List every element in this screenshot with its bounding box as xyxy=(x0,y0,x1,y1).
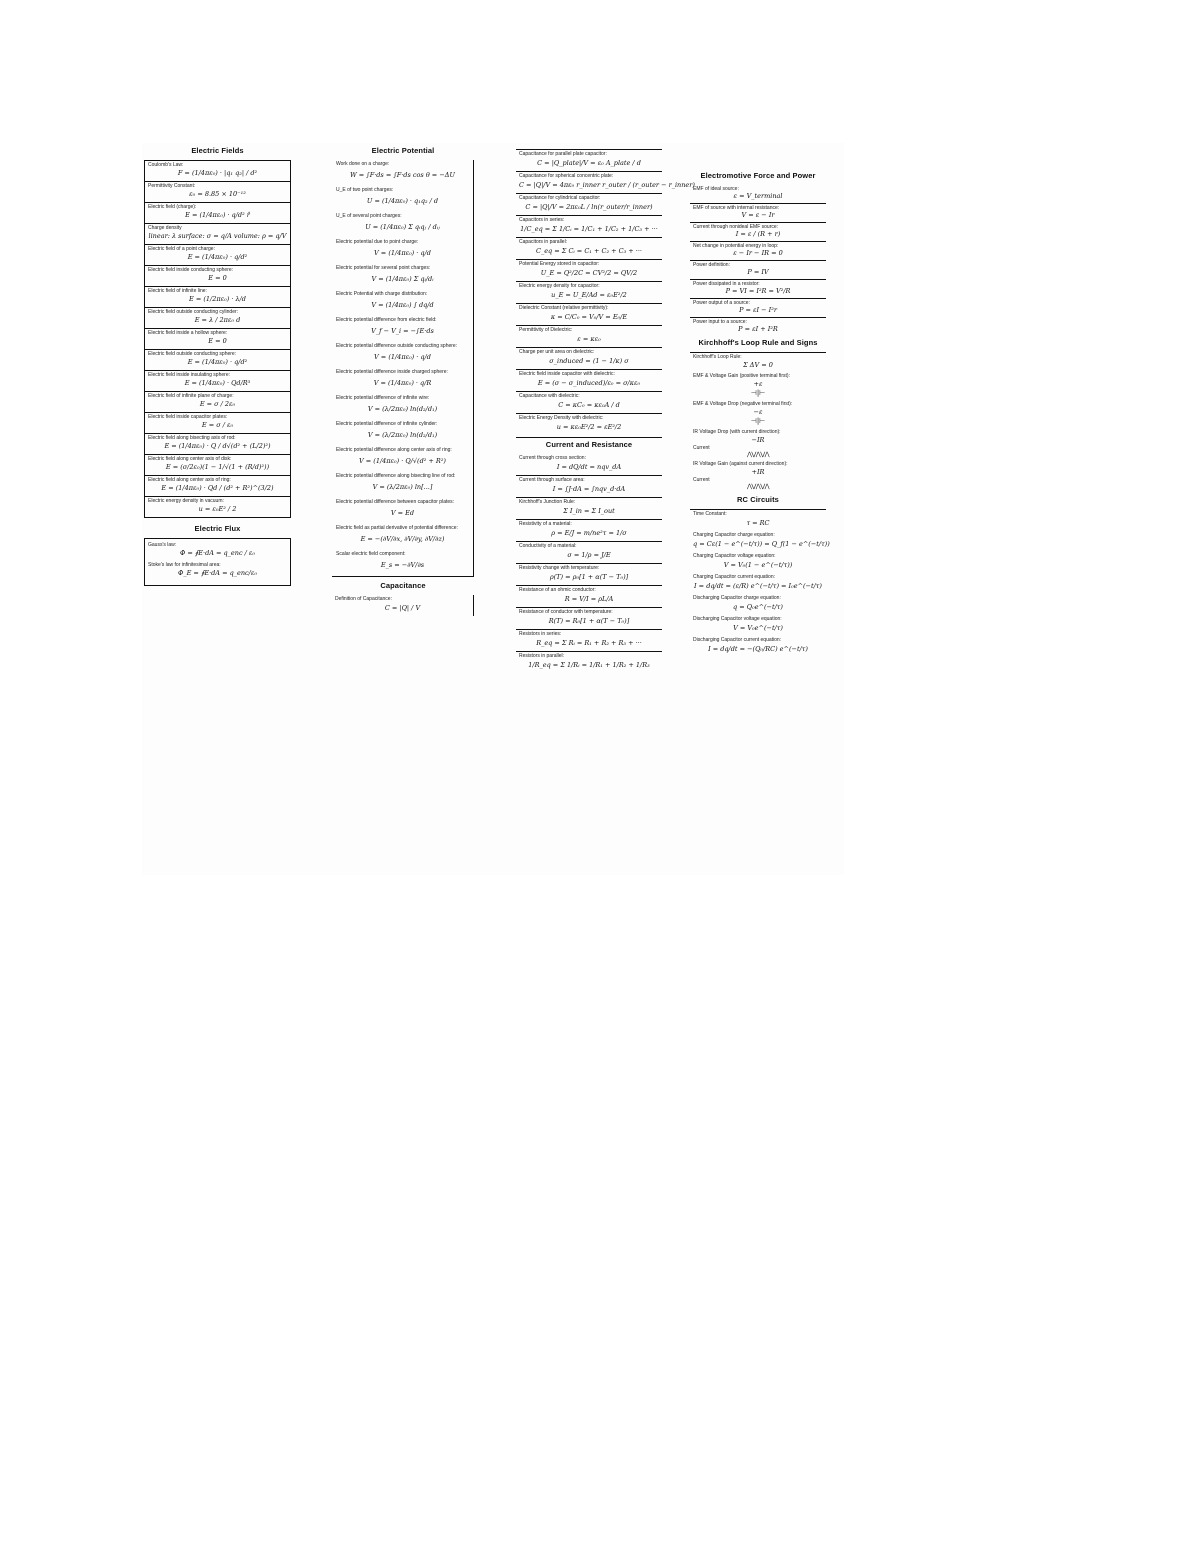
formula-equation: V = (1/4πε₀) · q/R xyxy=(373,379,432,387)
capacitance-section xyxy=(516,325,662,347)
formula-equation: W = ∫F·ds = ∫F·ds cos θ = −ΔU xyxy=(350,171,455,179)
rc-circuits-list xyxy=(690,509,830,657)
formula-label: EMF & Voltage Drop (negative terminal first): xyxy=(693,401,793,407)
formula-equation: q = Q₀e^(−t/τ) xyxy=(733,603,783,611)
formula-label: Electric energy density in vacuum: xyxy=(148,498,224,504)
formula-equation: E = (1/4πε₀) · Qd / (d² + R²)^(3/2) xyxy=(161,484,274,492)
formula-label: Capacitance for parallel plate capacitor: xyxy=(519,151,607,157)
capacitance-def-section xyxy=(332,595,473,616)
formula-equation: C = κC₀ = κε₀A / d xyxy=(558,401,620,409)
formula-label: Electric field outside conducting cylinder: xyxy=(148,309,239,315)
formula-label: Electric field inside a hollow sphere: xyxy=(148,330,228,336)
formula-equation: Φ_E = ∮E·dA = q_enc/ε₀ xyxy=(178,569,257,577)
formula-label: Power output of a source: xyxy=(693,300,750,306)
formula-equation: E = (σ/2ε₀)(1 − 1/√(1 + (R/d)²)) xyxy=(165,463,270,471)
formula-label: Electric field (charge): xyxy=(148,204,197,210)
formula-equation: E_s = −∂V/∂s xyxy=(380,561,425,569)
emf-power-section xyxy=(690,222,826,241)
formula-label: IR Voltage Gain (against current direction): xyxy=(693,461,788,467)
current-arrow-label: Current xyxy=(693,477,710,483)
formula-label: Electric field of a point charge: xyxy=(148,246,215,252)
current-resistance-section xyxy=(516,475,662,497)
formula-label: Gauss's law: xyxy=(148,542,177,548)
formula-equation: V = (1/4πε₀) · Q/√(d² + R²) xyxy=(359,457,446,465)
electric-potential-section xyxy=(332,160,473,186)
formula-equation: κ = C/C₀ = V₀/V = E₀/E xyxy=(550,313,628,321)
formula-label: Charge per unit area on dielectric: xyxy=(519,349,595,355)
electric-field-section xyxy=(145,161,290,181)
formula-label: Capacitors in parallel: xyxy=(519,239,568,245)
capacitance-definition xyxy=(332,595,474,616)
formula-equation: u_E = U_E/Ad = ε₀E²/2 xyxy=(551,291,627,299)
electric-flux-section xyxy=(145,561,290,581)
current-resistance-section xyxy=(516,563,662,585)
formula-equation: −ε xyxy=(753,408,763,416)
formula-equation: linear: λ surface: σ = q/A volume: ρ = q/V xyxy=(148,232,287,240)
kirchhoff-list xyxy=(690,352,826,492)
formula-equation: P = IV xyxy=(747,268,769,276)
formula-label: Conductivity of a material: xyxy=(519,543,577,549)
formula-label: Electric field along center axis of ring: xyxy=(148,477,231,483)
formula-label: Electric field inside capacitor plates: xyxy=(148,414,228,420)
formula-label: Resistance of an ohmic conductor: xyxy=(519,587,596,593)
formula-equation: C_eq = Σ Cᵢ = C₁ + C₂ + C₃ + ··· xyxy=(535,247,642,255)
formula-label: Electric field along center axis of disk: xyxy=(148,456,232,462)
formula-equation: R = V/I = ρL/A xyxy=(564,595,614,603)
formula-equation: +IR xyxy=(751,468,765,476)
heading-kirchhoff-loop: Kirchhoff's Loop Rule and Signs xyxy=(698,338,818,347)
formula-label: Potential Energy stored in capacitor: xyxy=(519,261,600,267)
electric-potential-section xyxy=(332,212,473,238)
formula-label: Power definition: xyxy=(693,262,730,268)
current-resistance-section xyxy=(516,629,662,651)
formula-equation: U_E = Q²/2C = CV²/2 = QV/2 xyxy=(540,269,638,277)
electric-field-section xyxy=(145,454,290,475)
formula-label: Electric Energy Density with dielectric: xyxy=(519,415,604,421)
formula-equation: V = Ed xyxy=(390,509,415,517)
current-resistance-section xyxy=(516,585,662,607)
electric-field-section xyxy=(145,475,290,496)
formula-equation: I = dq/dt = −(Q₀/RC) e^(−t/τ) xyxy=(708,645,808,653)
formula-equation: +ε xyxy=(753,380,763,388)
formula-label: Discharging Capacitor voltage equation: xyxy=(693,616,782,622)
capacitance-section xyxy=(516,193,662,215)
formula-label: Charge density xyxy=(148,225,182,231)
formula-label: Current through surface area: xyxy=(519,477,585,483)
column-electric-fields xyxy=(144,143,291,586)
formula-label: EMF of ideal source: xyxy=(693,186,739,192)
emf-power-section xyxy=(690,203,826,222)
formula-label: Electric potential difference inside charged sphere: xyxy=(336,369,448,375)
formula-label: Electric potential difference along bisecting line of rod: xyxy=(336,473,456,479)
formula-equation: E = σ / 2ε₀ xyxy=(199,400,236,408)
heading-electric-potential: Electric Potential xyxy=(371,146,435,155)
capacitance-section xyxy=(516,171,695,193)
formula-equation: U = (1/4πε₀) Σ qᵢqⱼ / dᵢⱼ xyxy=(365,223,440,231)
formula-label: Electric field of infinite line: xyxy=(148,288,207,294)
capacitance-section xyxy=(516,150,662,171)
capacitance-section xyxy=(516,215,662,237)
formula-equation: σ = 1/ρ = J/E xyxy=(567,551,611,559)
formula-label: Net change in potential energy in loop: xyxy=(693,243,779,249)
formula-label: Capacitance for spherical concentric plate: xyxy=(519,173,614,179)
formula-equation: E = (1/4πε₀) · Qd/R³ xyxy=(184,379,251,387)
heading-capacitance: Capacitance xyxy=(380,581,426,590)
electric-field-section xyxy=(145,349,290,370)
capacitance-section xyxy=(516,237,662,259)
formula-equation: E = (1/4πε₀) · q/d² xyxy=(187,358,248,366)
formula-equation: V = (1/4πε₀) Σ qᵢ/dᵢ xyxy=(371,275,434,283)
formula-label: Discharging Capacitor charge equation: xyxy=(693,595,781,601)
formula-equation: u = ε₀E² / 2 xyxy=(198,505,237,513)
formula-equation: E = (1/4πε₀) · q/d² xyxy=(187,253,248,261)
formula-equation: E = σ / ε₀ xyxy=(201,421,234,429)
current-resistance-section xyxy=(516,541,662,563)
formula-equation: R_eq = Σ Rᵢ = R₁ + R₂ + R₃ + ··· xyxy=(536,639,642,647)
rc-circuit-section xyxy=(690,510,826,531)
emf-power-section xyxy=(690,241,826,260)
electric-potential-section xyxy=(332,342,473,368)
formula-equation: V = (λ/2πε₀) ln(d₂/d₁) xyxy=(367,405,438,413)
formula-label: Electric potential due to point charge: xyxy=(336,239,419,245)
electric-field-section xyxy=(145,391,290,412)
electric-field-section xyxy=(145,286,290,307)
formula-equation: ε − Ir − IR = 0 xyxy=(733,249,783,257)
electric-field-section xyxy=(145,370,290,391)
emf-power-section xyxy=(690,185,826,203)
capacitance-section xyxy=(516,391,662,413)
formula-equation: ε = κε₀ xyxy=(577,335,601,343)
formula-equation: E = −(∂V/∂x, ∂V/∂y, ∂V/∂z) xyxy=(360,535,445,543)
current-arrow-label: Current xyxy=(693,445,710,451)
rc-circuit-section xyxy=(690,615,826,636)
heading-electric-flux: Electric Flux xyxy=(194,524,241,533)
capacitance-section xyxy=(516,369,662,391)
electric-potential-section xyxy=(332,238,473,264)
formula-label: Dielectric Constant (relative permittivity): xyxy=(519,305,609,311)
formula-equation: C = |Q_plate|/V = ε₀ A_plate / d xyxy=(537,159,641,167)
formula-label: Electric potential difference from electric field: xyxy=(336,317,437,323)
formula-equation: E = 0 xyxy=(208,337,227,345)
formula-equation: F = (1/4πε₀) · |q₁ q₂| / d² xyxy=(177,169,258,177)
formula-label: U_E of two point charges: xyxy=(336,187,394,193)
rc-circuit-section xyxy=(690,531,830,552)
formula-label: Electric Potential with charge distribution: xyxy=(336,291,428,297)
heading-electric-fields: Electric Fields xyxy=(191,146,244,155)
capacitance-section xyxy=(516,347,662,369)
formula-equation: u = κε₀E²/2 = εE²/2 xyxy=(556,423,622,431)
formula-equation: I = dQ/dt = nqv_dA xyxy=(556,463,622,471)
formula-equation: V = ε − Ir xyxy=(741,211,775,219)
column-emf-rc xyxy=(690,143,830,657)
electric-field-section xyxy=(145,412,290,433)
formula-label: U_E of several point charges: xyxy=(336,213,402,219)
formula-label: Charging Capacitor current equation: xyxy=(693,574,775,580)
formula-label: Electric field inside capacitor with dielectric: xyxy=(519,371,615,377)
formula-label: Stoke's law for infinitesimal area: xyxy=(148,562,221,568)
formula-equation: R(T) = R₀[1 + α(T − T₀)] xyxy=(548,617,630,625)
formula-label: Power dissipated in a resistor: xyxy=(693,281,760,287)
formula-label: Work done on a charge: xyxy=(336,161,390,167)
formula-label: Electric potential for several point charges: xyxy=(336,265,431,271)
formula-label: Power input to a source: xyxy=(693,319,747,325)
emf-power-list xyxy=(690,185,826,336)
formula-equation: C = |Q| / V xyxy=(384,604,421,612)
formula-equation: C = |Q|/V = 2πε₀L / ln(r_outer/r_inner) xyxy=(525,203,653,211)
formula-label: Kirchhoff's Junction Rule: xyxy=(519,499,576,505)
electric-potential-section xyxy=(332,550,473,576)
electric-field-section xyxy=(145,202,290,223)
electric-potential-section xyxy=(332,368,473,394)
formula-label: Current through nonideal EMF source: xyxy=(693,224,779,230)
formula-equation: V_f − V_i = −∫E·ds xyxy=(371,327,434,335)
current-resistance-list xyxy=(516,454,662,673)
formula-equation: Σ I_in = Σ I_out xyxy=(563,507,615,515)
formula-equation: −IR xyxy=(751,436,765,444)
electric-field-section xyxy=(145,181,290,202)
capacitance-section xyxy=(516,303,662,325)
formula-equation: Σ ΔV = 0 xyxy=(743,361,773,369)
rc-circuit-section xyxy=(690,636,826,657)
electric-field-section xyxy=(145,265,290,286)
formula-label: Discharging Capacitor current equation: xyxy=(693,637,782,643)
electric-potential-section xyxy=(332,446,473,472)
electric-potential-section xyxy=(332,264,473,290)
emf-power-section xyxy=(690,260,826,279)
resistor-icon: ⋀⋁⋀⋁⋀ xyxy=(746,451,770,458)
electric-field-section xyxy=(145,496,290,517)
electric-fields-box xyxy=(144,160,291,518)
formula-label: Charging Capacitor voltage equation: xyxy=(693,553,776,559)
electric-potential-section xyxy=(332,316,473,342)
formula-equation: E = λ / 2πε₀ d xyxy=(194,316,241,324)
formula-equation: P = VI = I²R = V²/R xyxy=(725,287,791,295)
rc-circuit-section xyxy=(690,552,826,573)
kirchhoff-section xyxy=(690,353,826,372)
formula-label: Electric field of infinite plane of charge: xyxy=(148,393,234,399)
formula-label: Electric potential difference of infinite cylinder: xyxy=(336,421,438,427)
kirchhoff-section xyxy=(690,428,826,460)
formula-label: IR Voltage Drop (with current direction): xyxy=(693,429,781,435)
electric-field-section xyxy=(145,244,290,265)
formula-equation: E = (1/2πε₀) · λ/d xyxy=(189,295,246,303)
current-resistance-section xyxy=(516,497,662,519)
formula-sheet xyxy=(142,143,844,875)
formula-label: Permittivity of Dielectric: xyxy=(519,327,573,333)
electric-flux-box xyxy=(144,538,291,586)
formula-label: Resistivity change with temperature: xyxy=(519,565,600,571)
electric-potential-section xyxy=(332,394,473,420)
formula-equation: P = εI − I²r xyxy=(739,306,777,314)
electric-potential-section xyxy=(332,472,473,498)
formula-label: Capacitance with dielectric: xyxy=(519,393,580,399)
kirchhoff-section xyxy=(690,372,826,400)
formula-label: Coulomb's Law: xyxy=(148,162,184,168)
formula-equation: ρ(T) = ρ₀[1 + α(T − T₀)] xyxy=(549,573,629,581)
heading-current-resistance: Current and Resistance xyxy=(516,437,662,449)
formula-label: Resistors in parallel: xyxy=(519,653,565,659)
electric-potential-list xyxy=(332,160,474,577)
formula-label: Capacitors in series: xyxy=(519,217,565,223)
emf-power-section xyxy=(690,298,826,317)
formula-label: Electric energy density for capacitor: xyxy=(519,283,600,289)
formula-equation: τ = RC xyxy=(746,519,770,527)
formula-label: Resistivity of a material: xyxy=(519,521,572,527)
column-electric-potential xyxy=(332,143,474,616)
capacitance-section xyxy=(516,281,662,303)
rc-circuit-section xyxy=(690,594,826,615)
column-capacitance-current xyxy=(516,143,695,673)
current-resistance-section xyxy=(516,519,662,541)
emf-power-section xyxy=(690,317,826,336)
formula-label: Electric field along bisecting axis of rod: xyxy=(148,435,236,441)
formula-equation: V = (1/4πε₀) · q/d xyxy=(374,249,431,257)
formula-label: EMF & Voltage Gain (positive terminal first): xyxy=(693,373,790,379)
current-resistance-section xyxy=(516,607,662,629)
electric-field-section xyxy=(145,223,290,244)
battery-icon: ⊣|⊢ xyxy=(750,417,766,425)
electric-potential-section xyxy=(332,420,473,446)
formula-label: Electric field inside conducting sphere: xyxy=(148,267,234,273)
formula-label: Permittivity Constant: xyxy=(148,183,196,189)
formula-equation: 1/R_eq = Σ 1/Rᵢ = 1/R₁ + 1/R₂ + 1/R₃ xyxy=(528,661,650,669)
heading-emf-power: Electromotive Force and Power xyxy=(700,171,816,180)
formula-label: Kirchhoff's Loop Rule: xyxy=(693,354,742,360)
formula-label: Charging Capacitor charge equation: xyxy=(693,532,775,538)
formula-equation: P = εI + I²R xyxy=(738,325,778,333)
formula-equation: C = |Q|/V = 4πε₀ r_inner r_outer / (r_outer − r_inner) xyxy=(519,181,695,189)
formula-label: Definition of Capacitance: xyxy=(335,596,392,602)
current-resistance-section xyxy=(516,651,662,673)
formula-equation: V = (λ/2πε₀) ln(d₂/d₁) xyxy=(367,431,438,439)
battery-icon: ⊣|⊢ xyxy=(750,389,766,397)
formula-equation: U = (1/4πε₀) · q₁q₂ / d xyxy=(366,197,439,205)
capacitance-section xyxy=(516,259,662,281)
formula-equation: V = V₀(1 − e^(−t/τ)) xyxy=(723,561,793,569)
capacitance-section xyxy=(516,413,662,435)
formula-label: Current through cross section: xyxy=(519,455,586,461)
heading-rc-circuits: RC Circuits xyxy=(737,495,779,504)
formula-label: Electric field inside insulating sphere: xyxy=(148,372,230,378)
formula-label: Electric potential difference between capacitor plates: xyxy=(336,499,455,505)
electric-potential-section xyxy=(332,186,473,212)
electric-field-section xyxy=(145,328,290,349)
formula-equation: 1/C_eq = Σ 1/Cᵢ = 1/C₁ + 1/C₂ + 1/C₃ + ··· xyxy=(520,225,658,233)
electric-field-section xyxy=(145,307,290,328)
current-resistance-section xyxy=(516,454,662,475)
electric-flux-section xyxy=(145,541,290,561)
formula-equation: q = Cε(1 − e^(−t/τ)) = Q_f(1 − e^(−t/τ)) xyxy=(693,540,830,548)
formula-equation: E = 0 xyxy=(208,274,227,282)
resistor-icon: ⋀⋁⋀⋁⋀ xyxy=(746,483,770,490)
formula-label: Resistance of conductor with temperature: xyxy=(519,609,613,615)
formula-equation: V = (1/4πε₀) ∫ dq/d xyxy=(371,301,434,309)
formula-equation: V = V₀e^(−t/τ) xyxy=(733,624,783,632)
formula-label: Electric potential difference of infinite wire: xyxy=(336,395,430,401)
formula-equation: I = ∫J·dA = ∫nqv_d·dA xyxy=(552,485,626,493)
formula-equation: ρ = E/J = m/ne²τ = 1/σ xyxy=(551,529,627,537)
electric-potential-section xyxy=(332,290,473,316)
emf-power-section xyxy=(690,279,826,298)
formula-equation: E = (1/4πε₀) · Q / d√(d² + (L/2)²) xyxy=(164,442,271,450)
formula-equation: ε = V_terminal xyxy=(733,192,783,200)
formula-label: EMF of source with internal resistance: xyxy=(693,205,780,211)
kirchhoff-section xyxy=(690,400,826,428)
electric-potential-section xyxy=(332,524,473,550)
formula-equation: ε₀ = 8.85 × 10⁻¹² xyxy=(189,190,246,198)
rc-circuit-section xyxy=(690,573,826,594)
formula-label: Capacitance for cylindrical capacitor: xyxy=(519,195,601,201)
formula-label: Electric field outside conducting sphere: xyxy=(148,351,237,357)
capacitance-list xyxy=(516,149,695,435)
formula-label: Time Constant: xyxy=(693,511,727,517)
formula-label: Resistors in series: xyxy=(519,631,562,637)
formula-equation: E = (1/4πε₀) · q/d² r̂ xyxy=(185,211,250,219)
formula-label: Scalar electric field component: xyxy=(336,551,406,557)
formula-equation: I = dq/dt = (ε/R) e^(−t/τ) = I₀e^(−t/τ) xyxy=(694,582,822,590)
formula-equation: V = (λ/2πε₀) ln[...] xyxy=(372,483,433,491)
formula-equation: σ_induced = (1 − 1/κ) σ xyxy=(549,357,629,365)
formula-equation: E = (σ − σ_induced)/ε₀ = σ/κε₀ xyxy=(537,379,641,387)
formula-label: Electric potential difference outside conducting sphere: xyxy=(336,343,458,349)
formula-equation: Φ = ∮E·dA = q_enc / ε₀ xyxy=(179,549,256,557)
electric-field-section xyxy=(145,433,290,454)
formula-equation: I = ε / (R + r) xyxy=(735,230,781,238)
formula-label: Electric potential difference along center axis of ring: xyxy=(336,447,452,453)
formula-label: Electric field as partial derivative of potential difference: xyxy=(336,525,458,531)
electric-potential-section xyxy=(332,498,473,524)
kirchhoff-section xyxy=(690,460,826,492)
formula-equation: V = (1/4πε₀) · q/d xyxy=(374,353,431,361)
